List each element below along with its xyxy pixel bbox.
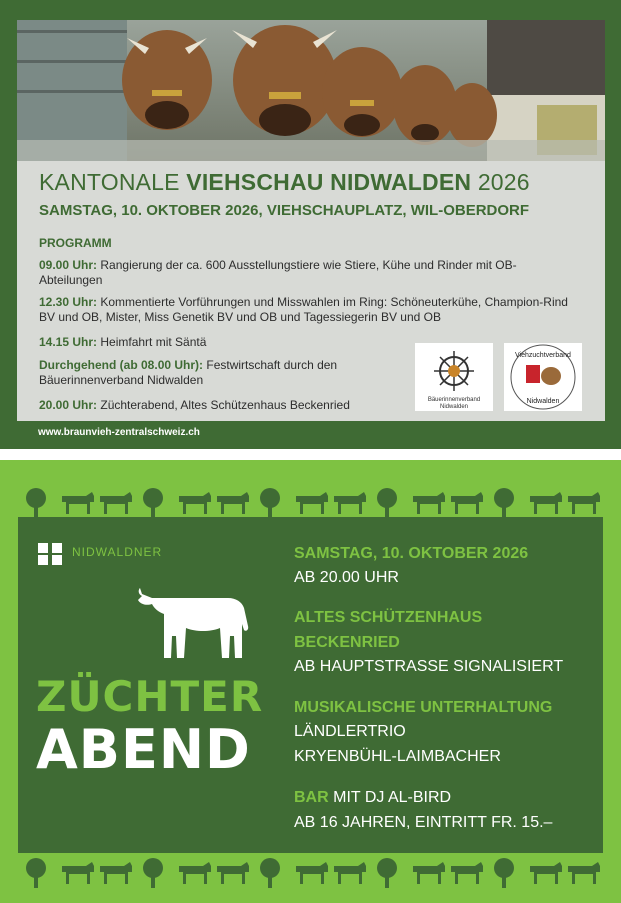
- logo-text: Nidwalden: [526, 398, 560, 405]
- flyer-venue-line2: BECKENRIED: [294, 634, 400, 651]
- top-border-pattern: [18, 486, 603, 518]
- cow-silhouette-icon: [134, 586, 262, 675]
- flyer-music-heading: MUSIKALISCHE UNTERHALTUNG: [294, 699, 553, 716]
- program-text: Kommentierte Vorführungen und Misswahlen im Ring: Schöneuterkühe, Champion-Rind BV und OB, Mister, Miss Genetik BV und OB und Tagessiegerin BV und OB: [39, 295, 568, 324]
- program-text: Heimfahrt mit Säntä: [100, 335, 207, 349]
- title-part: KANTONALE: [39, 169, 180, 195]
- baeuerinnenverband-logo: [415, 343, 493, 411]
- title-bold: VIEHSCHAU NIDWALDEN: [186, 169, 472, 195]
- program-item: [39, 358, 399, 388]
- program-text: Festwirtschaft durch den Bäuerinnenverband Nidwalden: [39, 358, 338, 387]
- program-time: Durchgehend (ab 08.00 Uhr):: [39, 358, 204, 372]
- cattle-photo: [17, 20, 605, 161]
- flyer-venue-note: AB HAUPTSTRASSE SIGNALISIERT: [294, 658, 564, 675]
- program-item: [39, 335, 399, 350]
- flyer-band-line1: LÄNDLERTRIO: [294, 723, 406, 740]
- program-item: [39, 295, 579, 325]
- nidwalden-crest-icon: [36, 541, 66, 572]
- flyer-date: SAMSTAG, 10. OKTOBER 2026: [294, 545, 529, 562]
- flyer-age-note: AB 16 JAHREN, EINTRITT FR. 15.–: [294, 814, 553, 831]
- program-time: 14.15 Uhr:: [39, 335, 98, 349]
- program-card: [17, 161, 605, 421]
- program-time: 09.00 Uhr:: [39, 258, 98, 272]
- logo-text: Viehzuchtverband: [515, 352, 571, 359]
- flyer-bar-line: [294, 787, 451, 808]
- bottom-border-pattern: [18, 856, 603, 888]
- program-heading: PROGRAMM: [39, 236, 112, 250]
- program-text: Rangierung der ca. 600 Ausstellungstiere wie Stiere, Kühe und Rinder mit OB-Abteilungen: [39, 258, 517, 287]
- viehzuchtverband-logo: [504, 343, 582, 411]
- event-subtitle: SAMSTAG, 10. OKTOBER 2026, VIEHSCHAUPLATZ, WIL-OBERDORF: [39, 202, 530, 219]
- program-time: 20.00 Uhr:: [39, 398, 98, 412]
- flyer-title-zuechter: ZÜCHTER: [36, 672, 264, 721]
- logo-text: Bäuerinnenverband: [427, 397, 481, 403]
- bar-label: BAR: [294, 789, 329, 806]
- flyer-time: AB 20.00 UHR: [294, 569, 399, 586]
- program-text: Züchterabend, Altes Schützenhaus Beckenried: [100, 398, 350, 412]
- program-time: 12.30 Uhr:: [39, 295, 98, 309]
- logo-text: Nidwalden: [439, 404, 469, 410]
- title-year: 2026: [477, 169, 530, 195]
- nidwaldner-brand: NIDWALDNER: [72, 545, 163, 559]
- bar-text: MIT DJ AL-BIRD: [333, 789, 452, 806]
- event-title: [39, 169, 530, 196]
- website-link[interactable]: www.braunvieh-zentralschweiz.ch: [38, 427, 200, 438]
- program-item: [39, 398, 399, 413]
- flyer-venue-line1: ALTES SCHÜTZENHAUS: [294, 609, 483, 626]
- flyer-title-abend: ABEND: [36, 718, 251, 781]
- flyer-band-line2: KRYENBÜHL-LAIMBACHER: [294, 748, 501, 765]
- program-item: [39, 258, 559, 288]
